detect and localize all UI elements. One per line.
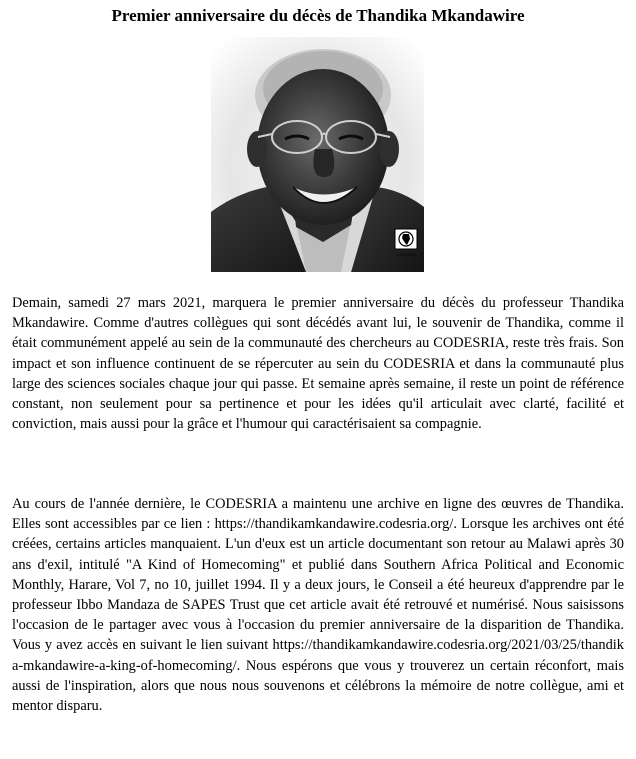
paragraph-archive-text-1: Au cours de l'année dernière, le CODESRIA a maintenu une archive en ligne des œuvres de Thandika. Elles sont accessibles par ce lien :	[12, 496, 624, 533]
page-title: Premier anniversaire du décès de Thandika Mkandawire	[111, 6, 525, 25]
codesria-badge-label: CODESRIA	[395, 252, 417, 257]
paragraph-archive-text-3: . Nous espérons que vous y trouverez un certain réconfort, mais aussi de l'inspiration, alors que nous nous souvenons et célébrons la mémoire de notre collègue, ami et mentor disparu.	[12, 657, 624, 715]
archive-link[interactable]: https://thandikamkandawire.codesria.org/	[214, 516, 454, 533]
paragraph-archive	[12, 494, 624, 716]
homecoming-article-link[interactable]: https://thandikamkandawire.codesria.org/2021/03/25/thandika-mkandawire-a-king-of-homecoming/	[12, 637, 624, 674]
paragraph-anniversary: Demain, samedi 27 mars 2021, marquera le premier anniversaire du décès du professeur Thandika Mkandawire. Comme d'autres collègues qui sont décédés avant lui, le souvenir de Thandika, comme il était communément appelé au sein de la communauté des chercheurs au CODESRIA, reste très frais. Son impact et son influence continuent de se répercuter au sein du CODESRIA et dans la communauté plus large des sciences sociales chaque jour qui passe. Et semaine après semaine, il reste un point de référence constant, non seulement pour sa pertinence et pour les idées qu'il articulait avec clarté, facilité et conviction, mais aussi pour la grâce et l'humour qui caractérisaient sa compagnie.	[12, 295, 624, 433]
africa-map-logo-icon	[395, 229, 417, 249]
paragraph-archive-text-2: . Lorsque les archives ont été créées, certains articles manquaient. L'un d'eux est un article documentant son retour au Malawi après 30 ans d'exil, intitulé "A Kind of Homecoming" et publié dans Southern Africa Political and Economic Monthly, Harare, Vol 7, no 10, juillet 1994. Il y a deux jours, le Conseil a été heureux d'apprendre par le professeur Ibbo Mandaza de SAPES Trust que cet article avait été retrouvé et numérisé. Nous saisissons l'occasion de le partager avec vous à l'occasion du premier anniversaire de la disparition de Thandika. Vous y avez accès en suivant le lien suivant	[12, 516, 624, 654]
portrait-photo	[211, 37, 424, 272]
